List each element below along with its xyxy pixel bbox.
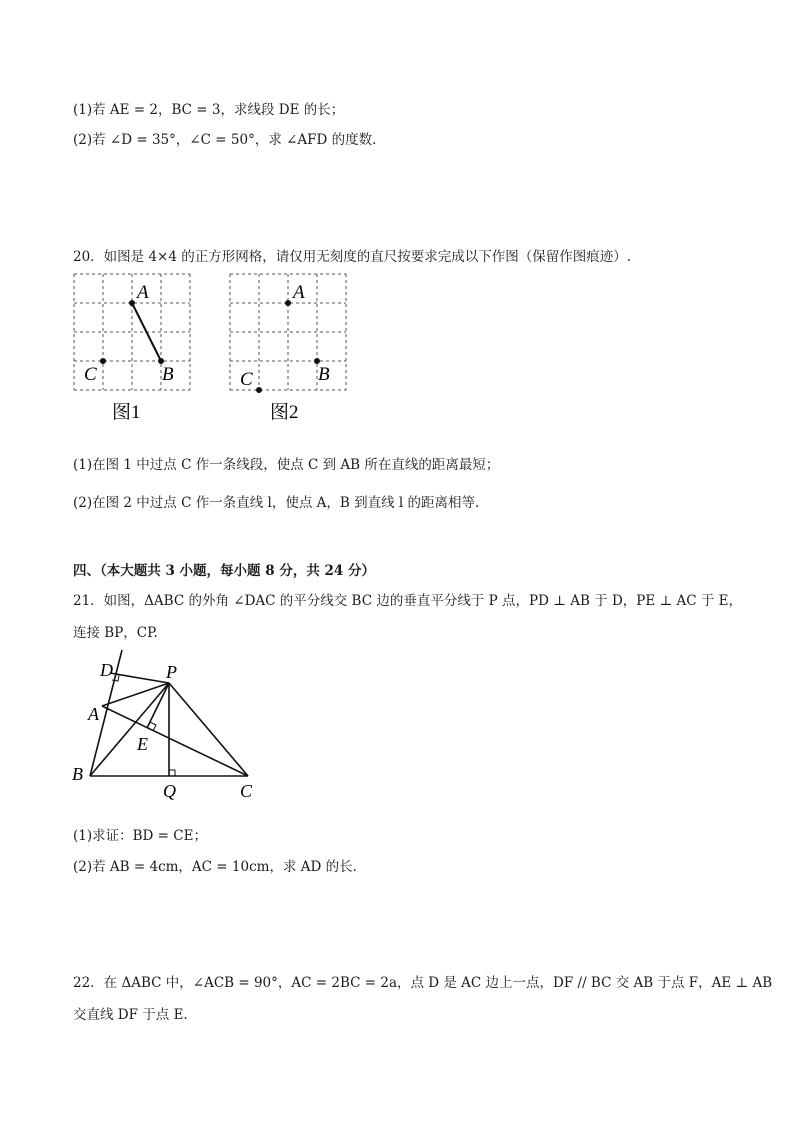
q21-part1: (1)求证：BD = CE； bbox=[73, 828, 207, 844]
q20-stem: 20．如图是 4×4 的正方形网格，请仅用无刻度的直尺按要求完成以下作图（保留作图痕迹）. bbox=[73, 249, 632, 265]
q20-figures bbox=[60, 270, 380, 430]
fig2-point-a bbox=[285, 300, 291, 306]
fig1-label-c: C bbox=[84, 364, 97, 385]
q22-stem-line1: 22．在 ΔABC 中，∠ACB = 90°，AC = 2BC = 2a，点 D 是 AC 边上一点，DF // BC 交 AB 于点 F，AE ⊥ AB bbox=[73, 975, 773, 991]
fig2-label-b: B bbox=[318, 364, 330, 385]
q21-stem-line2: 连接 BP，CP. bbox=[73, 625, 158, 641]
fig2-point-c bbox=[256, 387, 262, 393]
fig1-point-c bbox=[100, 358, 106, 364]
q21-label-c: C bbox=[240, 781, 253, 801]
fig1-label-a: A bbox=[137, 282, 149, 303]
q20-part2: (2)在图 2 中过点 C 作一条直线 l，使点 A，B 到直线 l 的距离相等. bbox=[73, 495, 480, 511]
fig2-caption: 图2 bbox=[270, 402, 299, 423]
q22-stem-line2: 交直线 DF 于点 E. bbox=[73, 1007, 188, 1023]
q21-part2: (2)若 AB = 4cm，AC = 10cm，求 AD 的长. bbox=[73, 859, 357, 875]
fig2-label-a: A bbox=[293, 282, 305, 303]
q21-label-d: D bbox=[100, 660, 113, 680]
q21-figure bbox=[60, 640, 270, 805]
q21-label-b: B bbox=[72, 764, 83, 784]
q21-label-e: E bbox=[137, 734, 148, 754]
fig1-label-b: B bbox=[162, 364, 174, 385]
q21-label-a: A bbox=[88, 704, 99, 724]
q21-stem-line1: 21．如图，ΔABC 的外角 ∠DAC 的平分线交 BC 边的垂直平分线于 P 点，PD ⊥ AB 于 D，PE ⊥ AC 于 E， bbox=[73, 593, 743, 609]
fig2-label-c: C bbox=[240, 369, 253, 390]
q21-label-p: P bbox=[166, 662, 177, 682]
q19-part1: (1)若 AE = 2，BC = 3，求线段 DE 的长； bbox=[73, 102, 345, 118]
q20-part1: (1)在图 1 中过点 C 作一条线段，使点 C 到 AB 所在直线的距离最短； bbox=[73, 457, 500, 473]
fig1-point-a bbox=[129, 300, 135, 306]
q21-label-q: Q bbox=[163, 781, 176, 801]
q19-part2: (2)若 ∠D = 35°，∠C = 50°，求 ∠AFD 的度数. bbox=[73, 132, 377, 148]
section4-heading: 四、（本大题共 3 小题，每小题 8 分，共 24 分） bbox=[73, 563, 376, 579]
fig1-caption: 图1 bbox=[112, 402, 141, 423]
